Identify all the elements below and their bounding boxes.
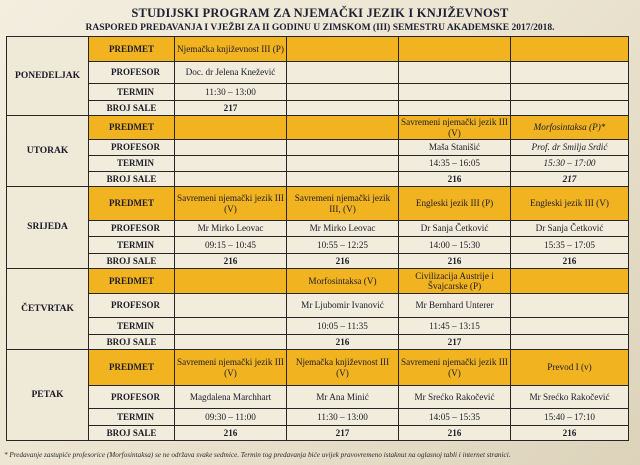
sala-cell [511,335,629,350]
profesor-cell [287,140,399,156]
sala-cell: 217 [287,426,399,441]
label-brojsale: BROJ SALE [89,335,175,350]
table-row [7,409,629,426]
label-predmet: PREDMET [89,350,175,386]
profesor-cell: Mr Ljubomir Ivanović [287,294,399,318]
label-profesor: PROFESOR [89,62,175,84]
termin-cell: 10:55 – 12:25 [287,237,399,254]
sala-cell: 216 [399,172,511,187]
termin-cell: 15:40 – 17:10 [511,409,629,426]
sala-cell: 216 [511,254,629,269]
termin-cell: 10:05 – 11:35 [287,318,399,335]
predmet-cell: Morfosintaksa (V) [287,269,399,294]
day-utorak: UTORAK [7,116,89,187]
profesor-cell: Magdalena Marchhart [175,386,287,409]
predmet-cell [287,37,399,62]
table-row [7,156,629,172]
sala-cell [287,101,399,116]
label-predmet: PREDMET [89,269,175,294]
label-brojsale: BROJ SALE [89,172,175,187]
predmet-cell: Savremeni njemački jezik III (V) [399,350,511,386]
predmet-cell: Savremeni njemački jezik III (V) [175,350,287,386]
predmet-cell [399,37,511,62]
termin-cell [287,84,399,101]
table-row [7,116,629,140]
profesor-cell: Mr Mirko Leovac [175,221,287,237]
label-predmet: PREDMET [89,187,175,221]
label-termin: TERMIN [89,409,175,426]
label-termin: TERMIN [89,84,175,101]
table-row [7,140,629,156]
profesor-cell: Maša Stanišić [399,140,511,156]
table-row [7,254,629,269]
sala-cell: 217 [175,101,287,116]
profesor-cell [175,294,287,318]
label-termin: TERMIN [89,237,175,254]
profesor-cell: Dr Sanja Četković [511,221,629,237]
profesor-cell: Mr Bernhard Unterer [399,294,511,318]
predmet-cell: Njemačka književnost III (V) [287,350,399,386]
termin-cell [175,318,287,335]
profesor-cell [175,140,287,156]
termin-cell: 11:45 – 13:15 [399,318,511,335]
sala-cell [287,172,399,187]
predmet-cell: Engleski jezik III (V) [511,187,629,221]
table-row [7,101,629,116]
predmet-cell: Morfosintaksa (P)* [511,116,629,140]
sala-cell: 216 [399,426,511,441]
predmet-cell: Savremeni njemački jezik III (V) [399,116,511,140]
footnote: * Predavanje zastupiće profesorice (Morfosintaksa) se ne održava svake sedmice. Termin tog predavanja biće uvijek pravovremeno istaknut na oglasnoj tabli i internet stranici. [4,451,511,459]
page-subtitle: RASPORED PREDAVANJA I VJEŽBI ZA II GODINU U ZIMSKOM (III) SEMESTRU AKADEMSKE 2017/2018. [85,23,555,33]
termin-cell: 09:30 – 11:00 [175,409,287,426]
termin-cell [399,84,511,101]
termin-cell [287,156,399,172]
table-row [7,187,629,221]
profesor-cell [511,62,629,84]
profesor-cell [287,62,399,84]
sala-cell [175,172,287,187]
label-brojsale: BROJ SALE [89,254,175,269]
predmet-cell: Civilizacija Austrije i Švajcarske (P) [399,269,511,294]
predmet-cell: Engleski jezik III (P) [399,187,511,221]
table-row [7,37,629,62]
sala-cell: 217 [511,172,629,187]
table-row [7,237,629,254]
profesor-cell: Mr Srećko Rakočević [399,386,511,409]
profesor-cell [511,294,629,318]
table-row [7,335,629,350]
day-petak: PETAK [7,350,89,441]
label-profesor: PROFESOR [89,140,175,156]
table-row [7,426,629,441]
sala-cell: 216 [511,426,629,441]
label-brojsale: BROJ SALE [89,101,175,116]
predmet-cell: Savremeni njemački jezik III, (V) [287,187,399,221]
termin-cell [511,318,629,335]
termin-cell: 14:35 – 16:05 [399,156,511,172]
termin-cell: 11:30 – 13:00 [287,409,399,426]
day-ponedeljak: PONEDELJAK [7,37,89,116]
predmet-cell: Njemačka književnost III (P) [175,37,287,62]
predmet-cell [175,116,287,140]
table-row [7,350,629,386]
termin-cell: 11:30 – 13:00 [175,84,287,101]
label-profesor: PROFESOR [89,294,175,318]
profesor-cell [399,62,511,84]
table-row [7,386,629,409]
table-row [7,318,629,335]
table-row [7,172,629,187]
profesor-cell: Mr Srećko Rakočević [511,386,629,409]
predmet-cell [511,269,629,294]
table-row [7,62,629,84]
profesor-cell: Mr Ana Minić [287,386,399,409]
table-row [7,269,629,294]
table-row [7,221,629,237]
profesor-cell: Doc. dr Jelena Knežević [175,62,287,84]
termin-cell: 15:30 – 17:00 [511,156,629,172]
sala-cell [399,101,511,116]
termin-cell [175,156,287,172]
schedule-table [6,36,629,441]
day-srijeda: SRIJEDA [7,187,89,269]
label-predmet: PREDMET [89,37,175,62]
table-row [7,84,629,101]
label-termin: TERMIN [89,156,175,172]
sala-cell: 216 [175,426,287,441]
table-row [7,294,629,318]
label-profesor: PROFESOR [89,221,175,237]
label-profesor: PROFESOR [89,386,175,409]
predmet-cell [511,37,629,62]
sala-cell [511,101,629,116]
termin-cell: 14:00 – 15:30 [399,237,511,254]
profesor-cell: Prof. dr Smilja Srdić [511,140,629,156]
day-cetvrtak: ČETVRTAK [7,269,89,350]
page-title: STUDIJSKI PROGRAM ZA NJEMAČKI JEZIK I KNJIŽEVNOST [131,6,509,20]
sala-cell [175,335,287,350]
predmet-cell: Prevod I (v) [511,350,629,386]
termin-cell: 15:35 – 17:05 [511,237,629,254]
sala-cell: 216 [399,254,511,269]
label-brojsale: BROJ SALE [89,426,175,441]
profesor-cell: Dr Sanja Četković [399,221,511,237]
predmet-cell: Savremeni njemački jezik III (V) [175,187,287,221]
predmet-cell [287,116,399,140]
sala-cell: 216 [287,254,399,269]
sala-cell: 216 [287,335,399,350]
termin-cell [511,84,629,101]
profesor-cell: Mr Mirko Leovac [287,221,399,237]
sala-cell: 216 [175,254,287,269]
sala-cell: 217 [399,335,511,350]
predmet-cell [175,269,287,294]
label-termin: TERMIN [89,318,175,335]
label-predmet: PREDMET [89,116,175,140]
termin-cell: 09:15 – 10:45 [175,237,287,254]
termin-cell: 14:05 – 15:35 [399,409,511,426]
